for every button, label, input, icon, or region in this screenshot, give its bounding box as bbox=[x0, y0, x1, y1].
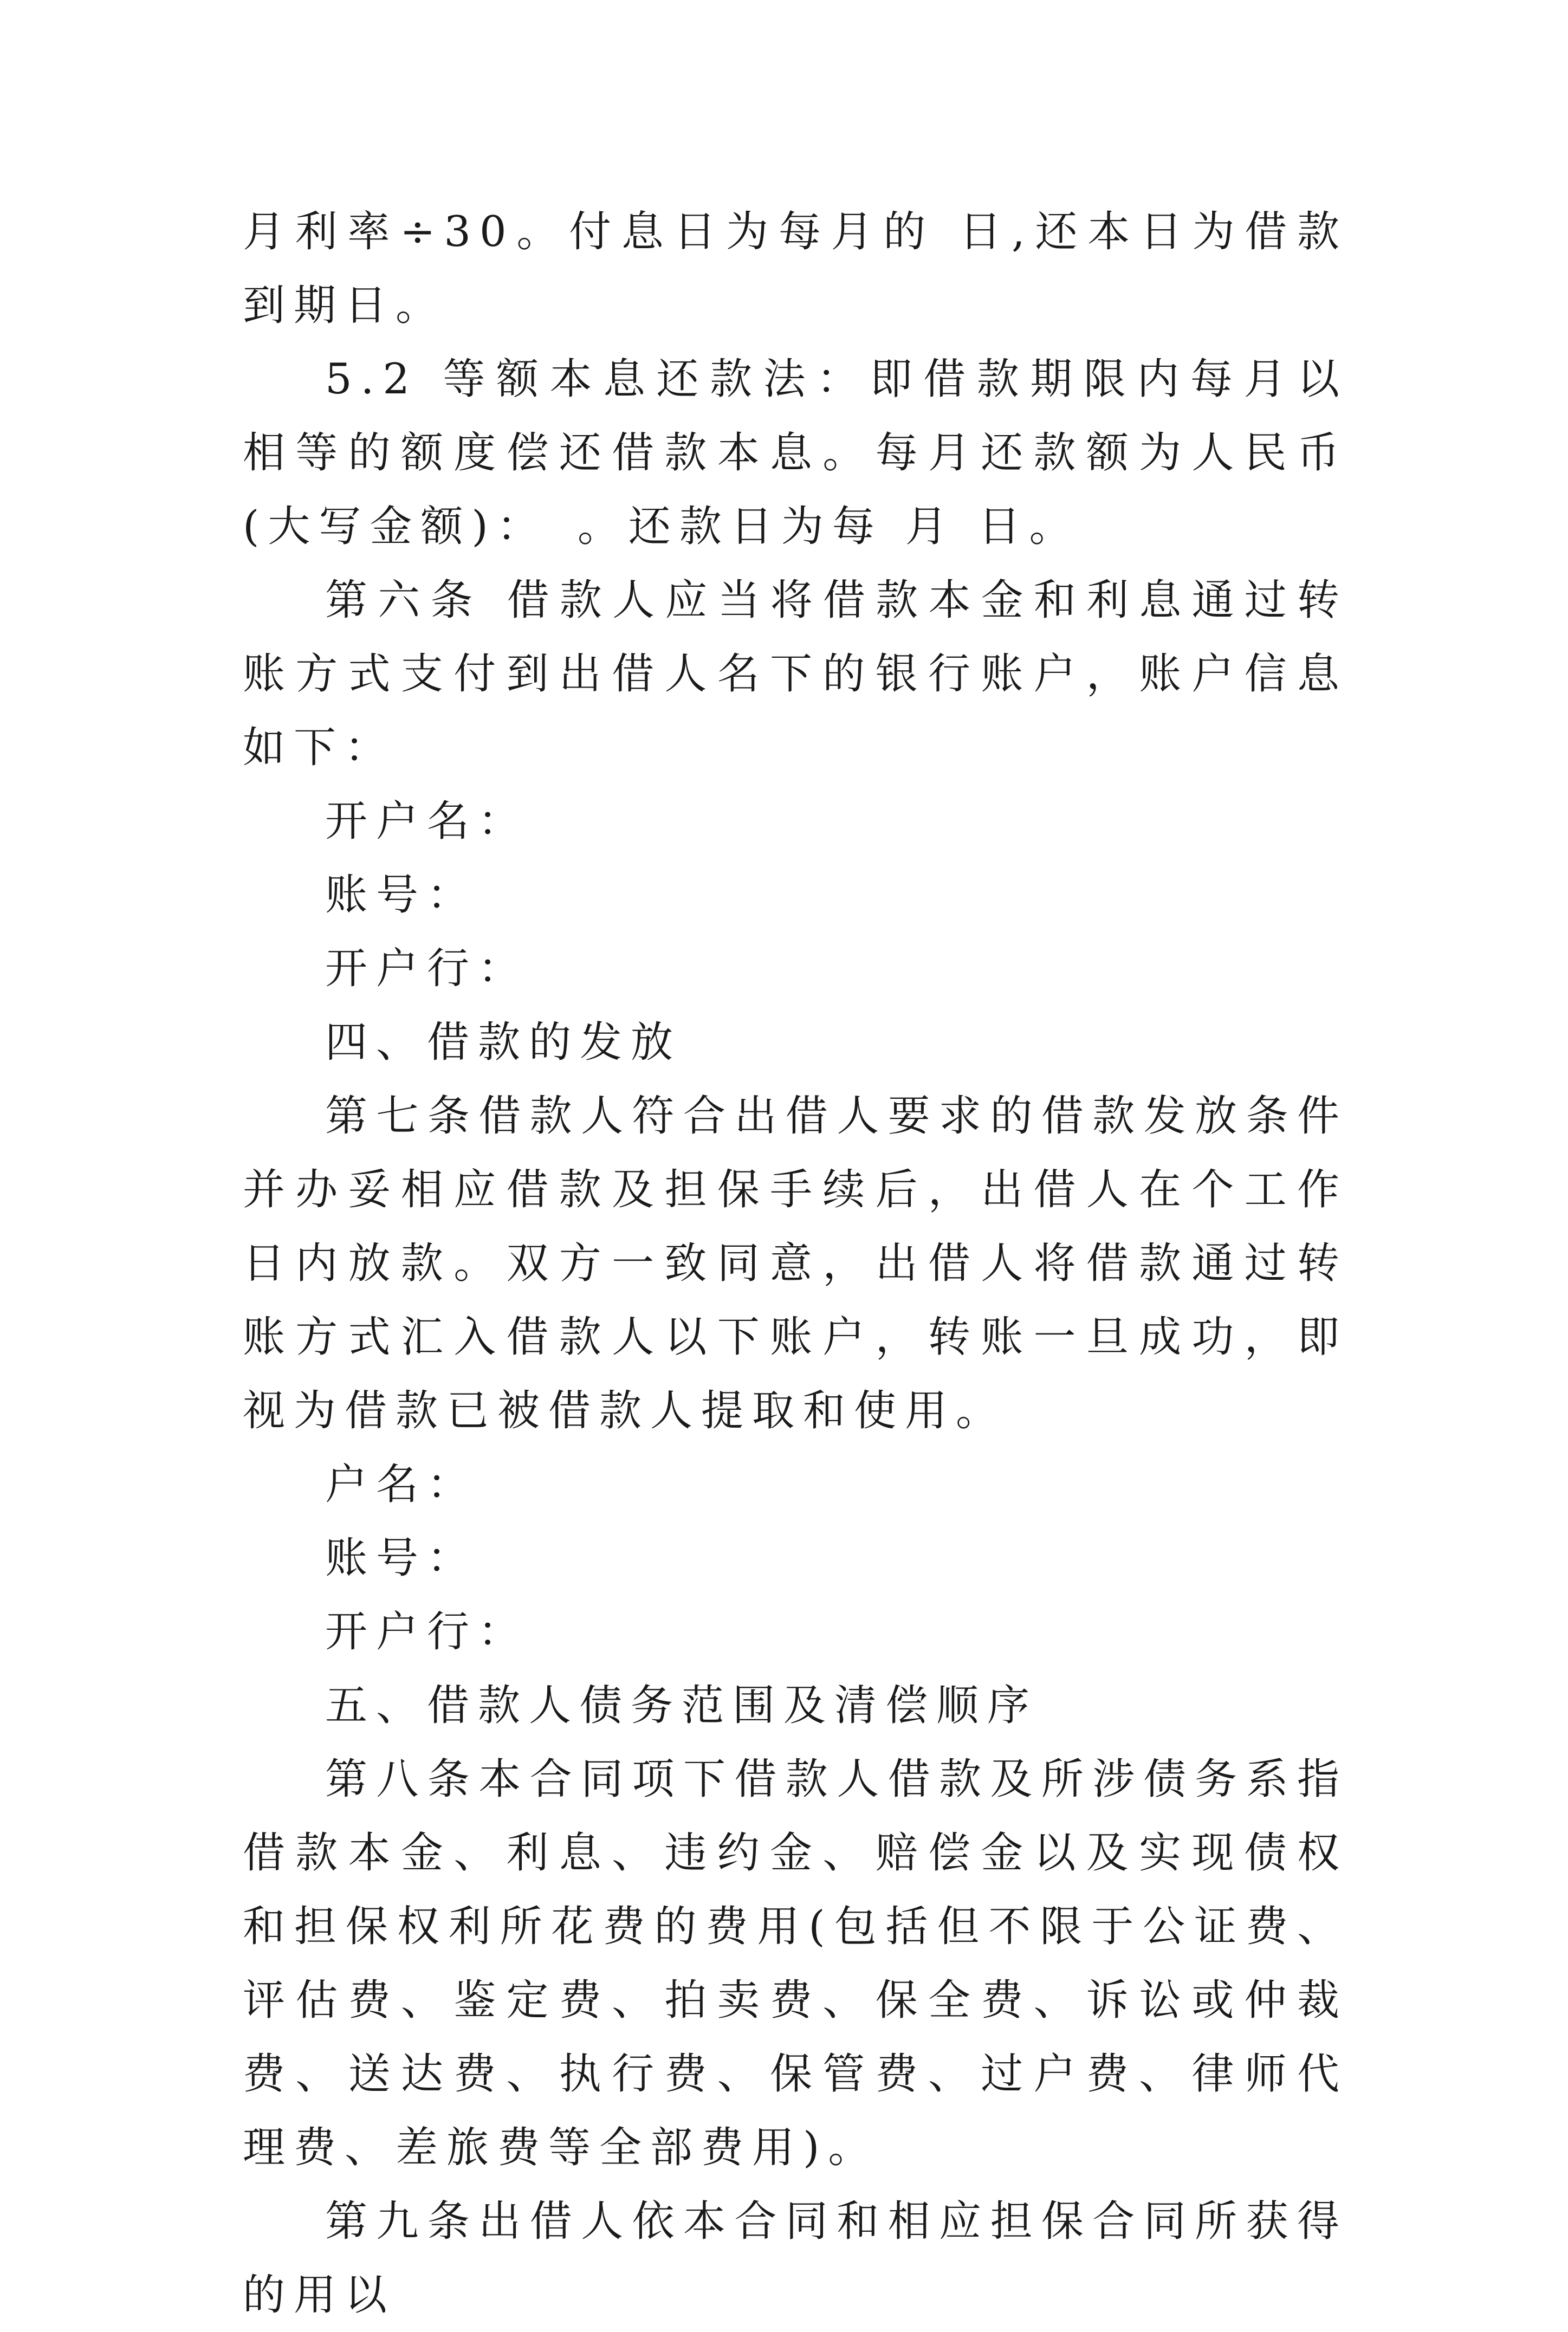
paragraph-article-6: 第六条 借款人应当将借款本金和利息通过转账方式支付到出借人名下的银行账户，账户信息如下： bbox=[243, 576, 1348, 772]
document-body bbox=[243, 195, 1348, 2332]
field-borrower-account-number: 账号： bbox=[325, 1534, 478, 1583]
field-lender-account-name: 开户名： bbox=[325, 797, 529, 846]
paragraph-article-7: 第七条借款人符合出借人要求的借款发放条件并办妥相应借款及担保手续后，出借人在个工作日内放款。双方一致同意，出借人将借款通过转账方式汇入借款人以下账户，转账一旦成功，即视为借款已被借款人提取和使用。 bbox=[243, 1092, 1348, 1435]
paragraph-article-8: 第八条本合同项下借款人借款及所涉债务系指借款本金、利息、违约金、赔偿金以及实现债权和担保权利所花费的费用(包括但不限于公证费、评估费、鉴定费、拍卖费、保全费、诉讼或仲裁费、送达费、执行费、保管费、过户费、律师代理费、差旅费等全部费用)。 bbox=[243, 1755, 1348, 2172]
field-borrower-account-name: 户名： bbox=[325, 1460, 478, 1509]
field-borrower-bank: 开户行： bbox=[325, 1608, 529, 1656]
paragraph-article-9: 第九条出借人依本合同和相应担保合同所获得的用以 bbox=[243, 2197, 1348, 2320]
section-heading-loan-disbursement: 四、借款的发放 bbox=[325, 1018, 682, 1067]
field-lender-bank: 开户行： bbox=[325, 944, 529, 993]
field-lender-account-number: 账号： bbox=[325, 871, 478, 919]
paragraph-equal-installment: 5.2 等额本息还款法：即借款期限内每月以相等的额度偿还借款本息。每月还款额为人民币(大写金额)： 。还款日为每 月 日。 bbox=[243, 355, 1348, 551]
paragraph-interest-payment-day: 月利率÷30。付息日为每月的 日,还本日为借款到期日。 bbox=[243, 208, 1348, 330]
section-heading-debt-scope: 五、借款人债务范围及清偿顺序 bbox=[325, 1681, 1039, 1730]
